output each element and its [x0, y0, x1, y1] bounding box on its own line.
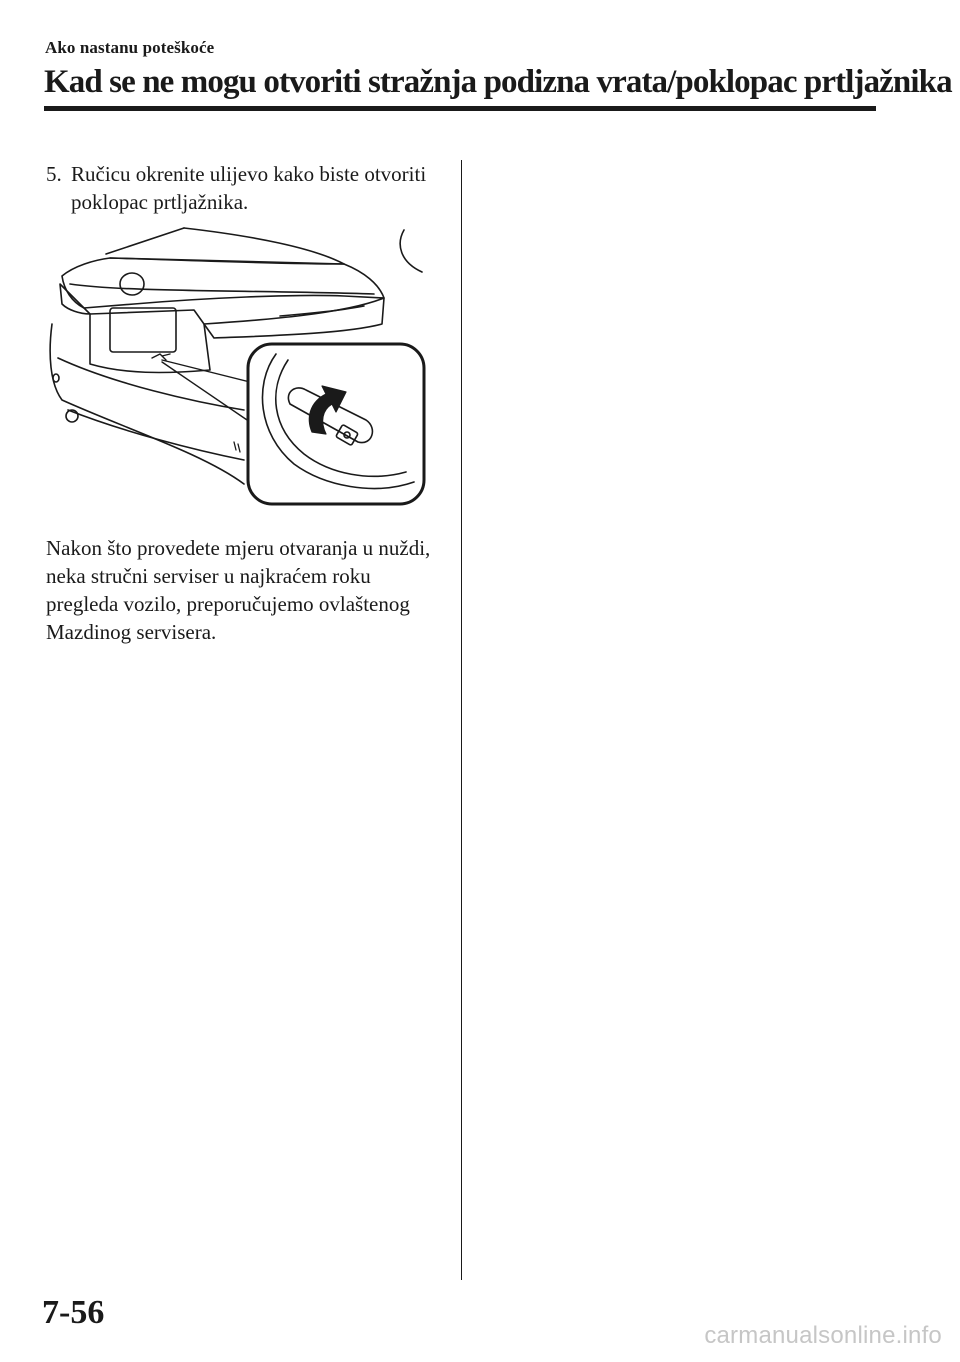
emblem: [120, 273, 144, 295]
title-rule: [44, 106, 876, 111]
step-number: 5.: [46, 162, 62, 186]
watermark: carmanualsonline.info: [704, 1322, 942, 1349]
bumper-outline: [50, 324, 244, 484]
rear-window-line: [106, 228, 184, 254]
bumper-crease: [58, 358, 244, 410]
page-title: Kad se ne mogu otvoriti stražnja podizna vrata/poklopac prtljažnika: [44, 64, 952, 100]
step-text: Ručicu okrenite ulijevo kako biste otvoriti poklopac prtljažnika.: [71, 162, 427, 214]
sensor-marks: [234, 442, 240, 452]
right-tail-light: [204, 298, 384, 338]
bumper-lower: [68, 410, 244, 460]
step-item: [46, 160, 446, 216]
column-divider: [461, 160, 462, 1280]
body-paragraph: Nakon što provedete mjeru otvaranja u nuždi, neka stručni serviser u najkraćem roku pregleda vozilo, preporučujemo ovlaštenog Mazdinog servisera.: [46, 536, 431, 644]
left-tail-light: [60, 284, 90, 314]
trunk-release-illustration: [44, 214, 434, 512]
page-number: 7-56: [42, 1294, 105, 1331]
side-window-line: [400, 230, 422, 272]
detail-callout: [248, 344, 424, 504]
right-tail-light-inner: [280, 306, 364, 316]
reflector: [53, 374, 59, 382]
lever-marker: [152, 354, 170, 360]
trunk-lid-outline: [62, 258, 384, 308]
trunk-lid-crease: [70, 284, 374, 294]
section-label: Ako nastanu poteškoće: [45, 38, 215, 57]
plate-recess: [90, 310, 210, 372]
c-pillar-line: [184, 228, 344, 264]
license-plate: [110, 308, 176, 352]
